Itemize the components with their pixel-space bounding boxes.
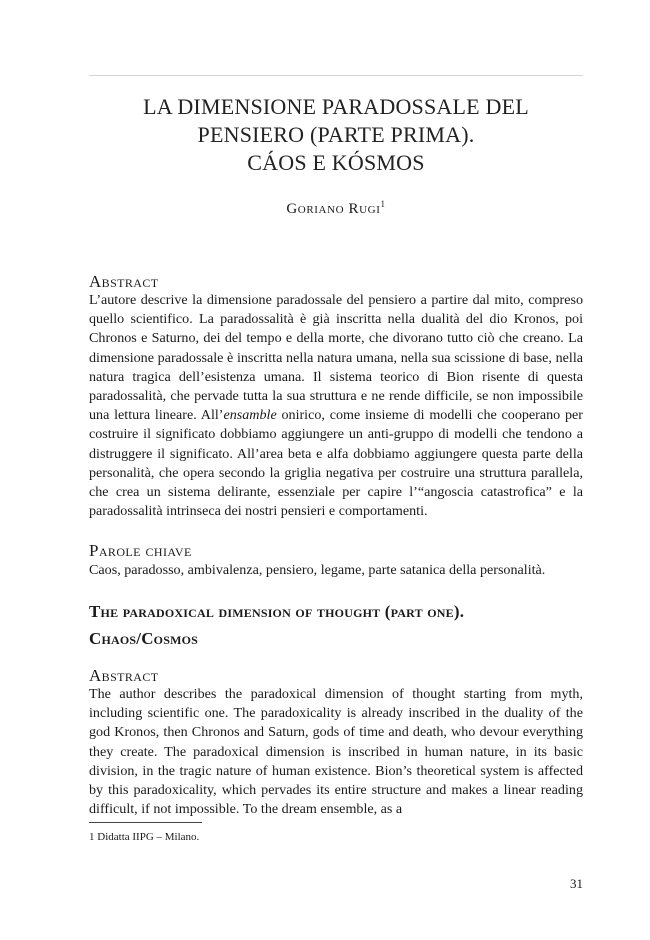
article-title xyxy=(89,93,583,177)
english-title-line-2: Chaos/Cosmos xyxy=(89,629,199,648)
author xyxy=(89,199,583,218)
page xyxy=(89,0,583,940)
footnote: 1 Didatta IIPG – Milano. xyxy=(89,831,200,843)
abstract-en-text: The author describes the paradoxical dimension of thought starting from myth, including scientific one. The paradoxicality is already inscribed in the duality of the god Kronos, then Chronos and Saturn, gods of time and death, who devour everything they create. The paradoxical dimension is inscribed in human nature, in its basic division, in the tragic nature of human existence. Bion’s theoretical system is affected by this paradoxicality, which pervades its entire structure and makes a linear reading difficult, if not impossible. To the dream ensemble, as a xyxy=(89,686,583,818)
abstract-it-text-part-1: L’autore descrive la dimensione paradossale del pensiero a partire dal mito, compreso quello scientifico. La paradossalità è già inscritta nella dualità del dio Kronos, poi Chronos e Saturno, dei del tempo e della morte, che divorano tutto ciò che creano. La dimensione paradossale è inscritta nella natura umana, nella sua scissione di base, nella natura tragica dell’esistenza umana. Il sistema teorico di Bion risente di questa paradossalità, che pervade tutta la sua struttura e ne rende difficile, se non impossibile una lettura lineare. All’ xyxy=(89,292,583,424)
title-line-1: LA DIMENSIONE PARADOSSALE DEL xyxy=(143,94,529,119)
footnote-rule xyxy=(89,822,202,823)
title-line-2: PENSIERO (PARTE PRIMA). xyxy=(197,122,475,147)
abstract-it-text-part-2: onirico, come insieme di modelli che cooperano per costruire il significato dobbiamo aggiungere un anti-gruppo di modelli che tendono a distruggere il significato. All’area beta e alfa dobbiamo aggiungere questa parte della personalità, che opera secondo la griglia negativa per costruire una struttura parallela, che crea un sistema delirante, essenziale per capire l’“angoscia catastrofica” e la paradossalità intrinseca dei nostri pensieri e comportamenti. xyxy=(89,407,583,520)
top-rule xyxy=(89,75,583,76)
author-footnote-mark: 1 xyxy=(380,199,386,209)
page-number: 31 xyxy=(570,876,583,891)
author-name: Goriano Rugi xyxy=(286,201,381,217)
keywords-text: Caos, paradosso, ambivalenza, pensiero, legame, parte satanica della personalità. xyxy=(89,562,546,578)
english-title xyxy=(89,598,583,652)
abstract-it-text xyxy=(89,291,583,521)
title-line-3: CÁOS E KÓSMOS xyxy=(247,150,425,175)
english-title-line-1: The paradoxical dimension of thought (part one). xyxy=(89,602,465,621)
abstract-en-heading: Abstract xyxy=(89,666,159,685)
abstract-it-italic-term: ensamble xyxy=(223,407,277,424)
abstract-it-heading: Abstract xyxy=(89,272,159,291)
keywords-heading: Parole chiave xyxy=(89,541,192,560)
